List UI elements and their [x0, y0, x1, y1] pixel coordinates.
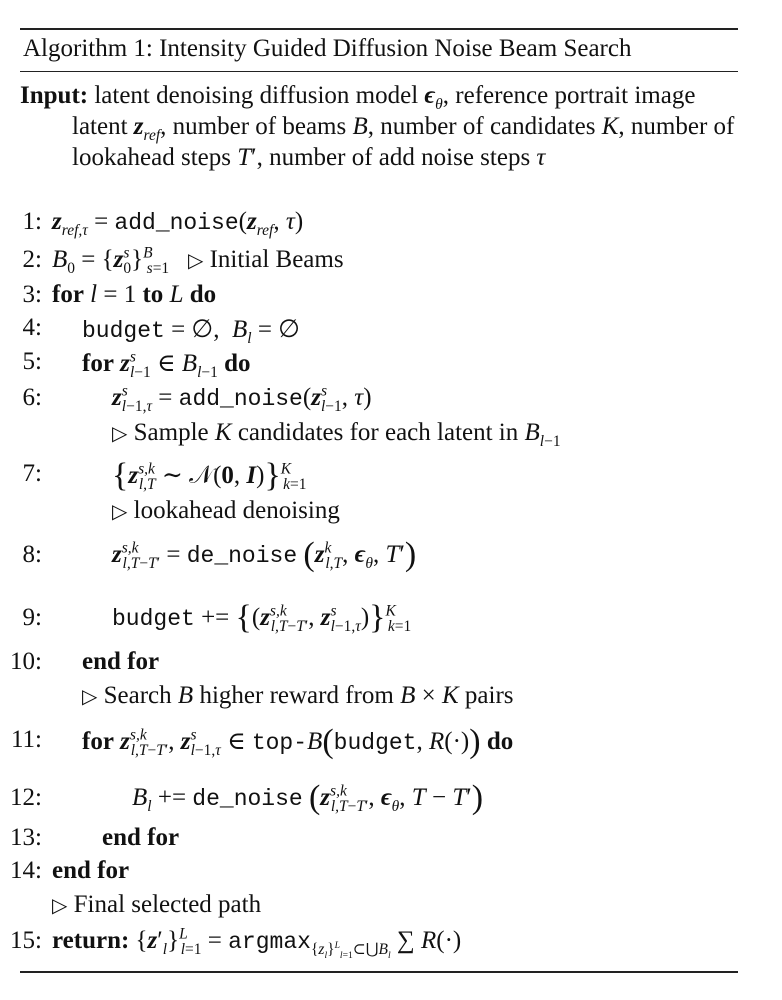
- step-2-body: $B_0 = \{z^s_0\}^B_{s=1}$ ▷ Initial Beams: [52, 244, 344, 277]
- step-6-body: $z^s_{l-1,\tau}$ = $add\_noise(z^s_{l-1}$, τ): [112, 382, 372, 415]
- step-4-body: budget = ∅, $B_l$ = ∅: [82, 316, 300, 347]
- line-number: 12:: [10, 784, 42, 811]
- step-12-body: $B_l$ += de_noise ($z^{s,k}_{l,T-T'}$, $\epsilon_\theta$, T − T′): [132, 779, 484, 816]
- step-10-body: end for: [82, 648, 160, 675]
- line-number: 9:: [22, 604, 42, 631]
- line-number: 6:: [22, 384, 42, 411]
- comment-final-body: ▷ Final selected path: [52, 891, 262, 918]
- line-number: 5:: [22, 348, 42, 375]
- step-7-body: {$z^{s,k}_{l,T}$ ∼ 𝒩(0, I)}$^K_{k=1}$: [112, 457, 307, 494]
- line-number: 10:: [10, 648, 42, 675]
- comment-search-body: ▷ Search B higher reward from B × K pairs: [82, 682, 514, 709]
- line-number: 4:: [22, 314, 42, 341]
- title-rule: [20, 71, 738, 72]
- step-8-body: $z^{s,k}_{l,T-T'}$ = de_noise ($z^k_{l,T}$, $\epsilon_\theta$, T′): [112, 536, 417, 573]
- line-number: 2:: [22, 246, 42, 273]
- bottom-rule: [20, 971, 738, 973]
- line-number: 7:: [22, 460, 42, 487]
- comment-lookahead-body: ▷ lookahead denoising: [112, 497, 340, 524]
- input-block: Input: latent denoising diffusion model $\epsilon_\theta$, reference portrait image latent $z_{ref}$, number of beams B, number of candidates K, number of lookahead steps T′, number of add noise steps τ: [20, 82, 735, 171]
- step-15-body: return: $\{z'_l\}^L_{l=1} = argmax_{\{z_l\}^L_{l=1}\subset⋃B_l}$ ∑ R(·): [52, 925, 462, 962]
- line-number: 14:: [10, 857, 42, 884]
- step-1-body: $z_{ref,\tau}$ = $add\_noise(z_{ref}$, τ): [52, 208, 304, 239]
- step-5-body: for $z^s_{l-1}$ ∈ $B_{l-1}$ do: [82, 348, 251, 381]
- step-3-body: for l = 1 to L do: [52, 281, 217, 308]
- line-number: 1:: [22, 208, 42, 235]
- input-label: Input:: [20, 82, 89, 109]
- comment-sample-body: ▷ Sample K candidates for each latent in $B_{l-1}$: [112, 419, 561, 450]
- line-number: 11:: [10, 726, 42, 753]
- step-9-body: budget += {($z^{s,k}_{l,T-T'}$, $z^s_{l-1,\tau})\}^K_{k=1}$: [112, 599, 412, 636]
- line-number: 15:: [10, 927, 42, 954]
- line-number: 3:: [22, 281, 42, 308]
- step-14-body: end for: [52, 857, 130, 884]
- line-number: 13:: [10, 824, 42, 851]
- step-13-body: end for: [102, 824, 180, 851]
- step-11-body: for $z^{s,k}_{l,T-T'}$, $z^s_{l-1,\tau}$ ∈ top-B(budget, R(·)) do: [82, 723, 514, 760]
- algorithm-box: [20, 28, 738, 173]
- line-number: 8:: [22, 541, 42, 568]
- algorithm-title: Algorithm 1: Intensity Guided Diffusion Noise Beam Search: [23, 35, 632, 62]
